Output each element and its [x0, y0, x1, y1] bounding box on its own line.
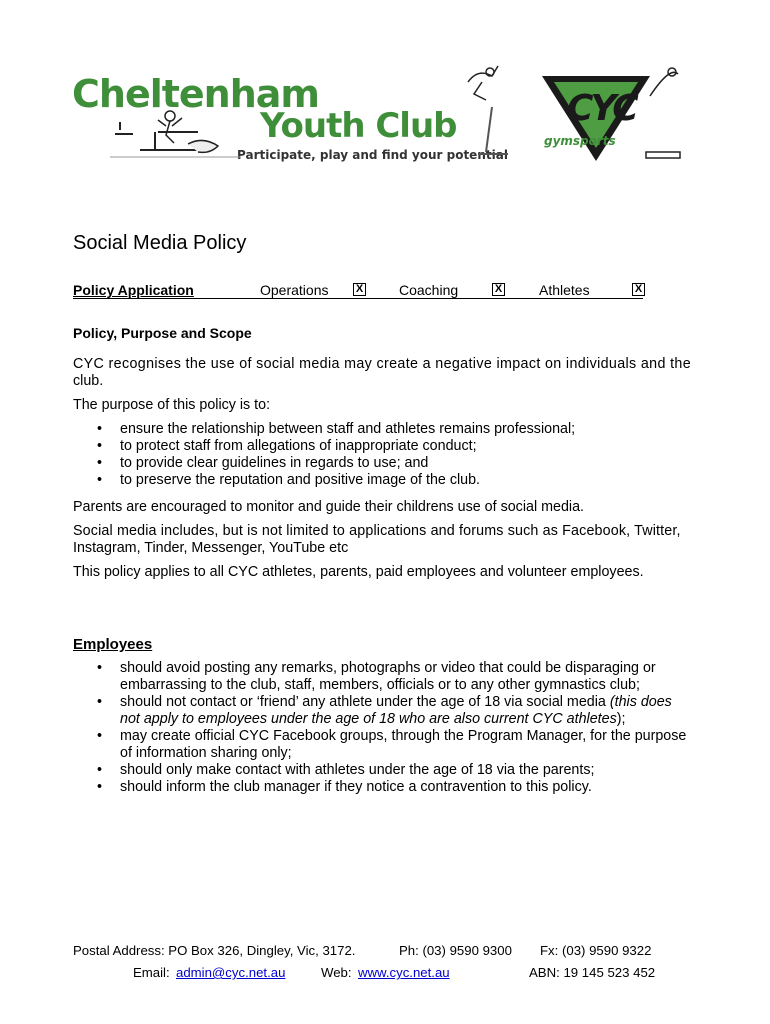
intro-paragraph	[73, 356, 737, 390]
letterhead	[70, 62, 690, 172]
footer	[73, 943, 693, 983]
employees-list	[73, 660, 695, 796]
policy-application-row	[73, 282, 673, 300]
page-title: Social Media Policy	[73, 232, 247, 254]
applies-paragraph: This policy applies to all CYC athletes, parents, paid employees and volunteer employees.	[73, 564, 644, 580]
cyc-badge-subtitle: gymsports	[544, 134, 616, 148]
logo-title-line1: Cheltenham	[72, 72, 320, 116]
purpose-intro: The purpose of this policy is to:	[73, 397, 271, 413]
list-item: • should only make contact with athletes under the age of 18 via the parents;	[73, 762, 695, 779]
gymnast-illustration	[110, 102, 250, 167]
footer-postal: Postal Address: PO Box 326, Dingley, Vic, 3172.	[73, 943, 356, 958]
logo-tagline: Participate, play and find your potential	[237, 148, 508, 162]
list-item: • to preserve the reputation and positive image of the club.	[73, 472, 693, 489]
list-item: • ensure the relationship between staff and athletes remains professional;	[73, 421, 693, 438]
logo-title-line2: Youth Club	[260, 106, 457, 146]
footer-web-link[interactable]: www.cyc.net.au	[358, 965, 450, 980]
footer-web-label: Web:	[321, 965, 352, 980]
section-heading-employees: Employees	[73, 636, 153, 653]
list-item: • should avoid posting any remarks, photographs or video that could be disparaging or embarrassing to the club, staff, members, officials or to any other gymnastics club;	[73, 660, 695, 694]
option-athletes-label: Athletes	[539, 282, 590, 298]
purpose-list	[73, 421, 693, 489]
option-operations-label: Operations	[260, 282, 329, 298]
section-heading-purpose: Policy, Purpose and Scope	[73, 325, 252, 341]
employees-item2-note: (this does not apply to employees under the age of 18 who are also current CYC athletes	[120, 694, 672, 727]
footer-fax: Fx: (03) 9590 9322	[540, 943, 652, 958]
policy-application-label: Policy Application	[73, 282, 194, 298]
footer-phone: Ph: (03) 9590 9300	[399, 943, 512, 958]
footer-email-link[interactable]: admin@cyc.net.au	[176, 965, 286, 980]
option-athletes-checkbox[interactable]: X	[632, 283, 645, 296]
option-operations-checkbox[interactable]: X	[353, 283, 366, 296]
list-item: • to provide clear guidelines in regards to use; and	[73, 455, 693, 472]
list-item: • to protect staff from allegations of inappropriate conduct;	[73, 438, 693, 455]
employees-item2-end: );	[616, 711, 626, 727]
cyc-badge-text: CYC	[567, 88, 636, 129]
footer-email-label: Email:	[133, 965, 170, 980]
list-item: • may create official CYC Facebook groups, through the Program Manager, for the purpose of information sharing only;	[73, 728, 695, 762]
footer-abn: ABN: 19 145 523 452	[529, 965, 656, 980]
intro-line-2: club.	[73, 373, 104, 389]
includes-paragraph	[73, 523, 737, 557]
includes-line-2: Instagram, Tinder, Messenger, YouTube etc	[73, 540, 349, 556]
includes-line-1: Social media includes, but is not limited to applications and forums such as Facebook, Twitter,	[73, 523, 681, 539]
list-item	[73, 694, 695, 728]
list-item: • should inform the club manager if they notice a contravention to this policy.	[73, 779, 695, 796]
intro-line-1: CYC recognises the use of social media may create a negative impact on individuals and the	[73, 356, 691, 372]
policy-application-underline	[73, 298, 643, 299]
parents-paragraph: Parents are encouraged to monitor and guide their childrens use of social media.	[73, 499, 585, 515]
vault-gymnast-illustration	[448, 62, 528, 162]
option-coaching-checkbox[interactable]: X	[492, 283, 505, 296]
employees-item2-text: should not contact or ‘friend’ any athlete under the age of 18 via social media	[120, 694, 610, 710]
option-coaching-label: Coaching	[399, 282, 459, 298]
